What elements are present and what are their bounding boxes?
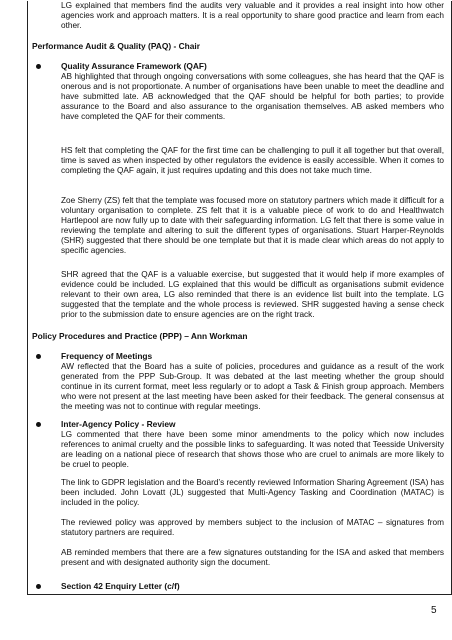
qaf-paragraph-2: HS felt that completing the QAF for the first time can be challenging to pull it all together but that overall, time is saved as when inspected by other regulators the evidence is easily accessible. When it comes to completing the QAF again, it just requires updating and this does not take much time. (61, 146, 444, 175)
inter-agency-paragraph-2: The link to GDPR legislation and the Board’s recently reviewed Information Sharing Agreement (ISA) has been included. John Lovatt (JL) suggested that Multi-Agency Tasking and Coordination (MATAC) is included in the policy. (61, 478, 444, 507)
qaf-paragraph-4: SHR agreed that the QAF is a valuable exercise, but suggested that it would help if more examples of evidence could be included. LG explained that this would be difficult as organisations submit evidence relevant to their own area, LG also reminded that there is an evidence list built into the template. LG suggested that the template and the whole process is reviewed. SHR suggested having a sense check prior to the submission date to ensure agencies are on the right track. (61, 270, 444, 319)
bullet-icon (36, 354, 41, 359)
bullet-icon (36, 584, 41, 589)
paq-heading: Performance Audit & Quality (PAQ) - Chair (32, 41, 200, 51)
qaf-paragraph-3: Zoe Sherry (ZS) felt that the template was focused more on statutory partners which made it difficult for a voluntary organisation to complete. ZS felt that it is a valuable piece of work to do and Healthwatch Hartlepool are now fully up to date with their safeguarding information. LG felt that there is some value in reviewing the template and altering to suit the different types of organisations. Stuart Harper-Reynolds (SHR) suggested that there should be one template but that it is made clear which areas do not apply to specific agencies. (61, 196, 444, 255)
qaf-paragraph-1: AB highlighted that through ongoing conversations with some colleagues, she has heard that the QAF is onerous and is not proportionate. A number of organisations have been unable to meet the deadline and have submitted late. AB acknowledged that the QAF should be helpful for both parties; to provide assurance to the Board and also assurance to the organisation themselves. AB asked members who have completed the QAF for their comments. (61, 72, 444, 121)
frequency-title: Frequency of Meetings (61, 351, 153, 361)
inter-agency-paragraph-1: LG commented that there have been some minor amendments to the policy which now includes references to animal cruelty and the possible links to safeguarding. It was noted that Teesside University are leading on a national piece of research that shows those who are cruel to animals are more likely to be cruel to people. (61, 430, 444, 469)
inter-agency-paragraph-3: The reviewed policy was approved by members subject to the inclusion of MATAC – signatures from statutory partners are required. (61, 518, 444, 537)
bullet-icon (36, 64, 41, 69)
page-number: 5 (431, 605, 437, 616)
frequency-paragraph: AW reflected that the Board has a suite of policies, procedures and guidance as a result of the work generated from the PPP Sub-Group. It was debated at the last meeting whether the group should continue in its current format, meet less regularly or to adopt a Task & Finish group approach. Members who were not present at the last meeting have been asked for their feedback. The general consensus at the meeting was not to continue with regular meetings. (61, 362, 444, 411)
inter-agency-title: Inter-Agency Policy - Review (61, 419, 176, 429)
ppp-heading: Policy Procedures and Practice (PPP) – Ann Workman (32, 331, 248, 341)
bullet-icon (36, 422, 41, 427)
intro-paragraph: LG explained that members find the audits very valuable and it provides a real insight into how other agencies work and approach matters. It is a real opportunity to share good practice and learn from each other. (61, 1, 444, 30)
inter-agency-paragraph-4: AB reminded members that there are a few signatures outstanding for the ISA and asked that members present and with designated authority sign the document. (61, 548, 444, 567)
qaf-title: Quality Assurance Framework (QAF) (61, 61, 207, 71)
section42-title: Section 42 Enquiry Letter (c/f) (61, 581, 180, 591)
